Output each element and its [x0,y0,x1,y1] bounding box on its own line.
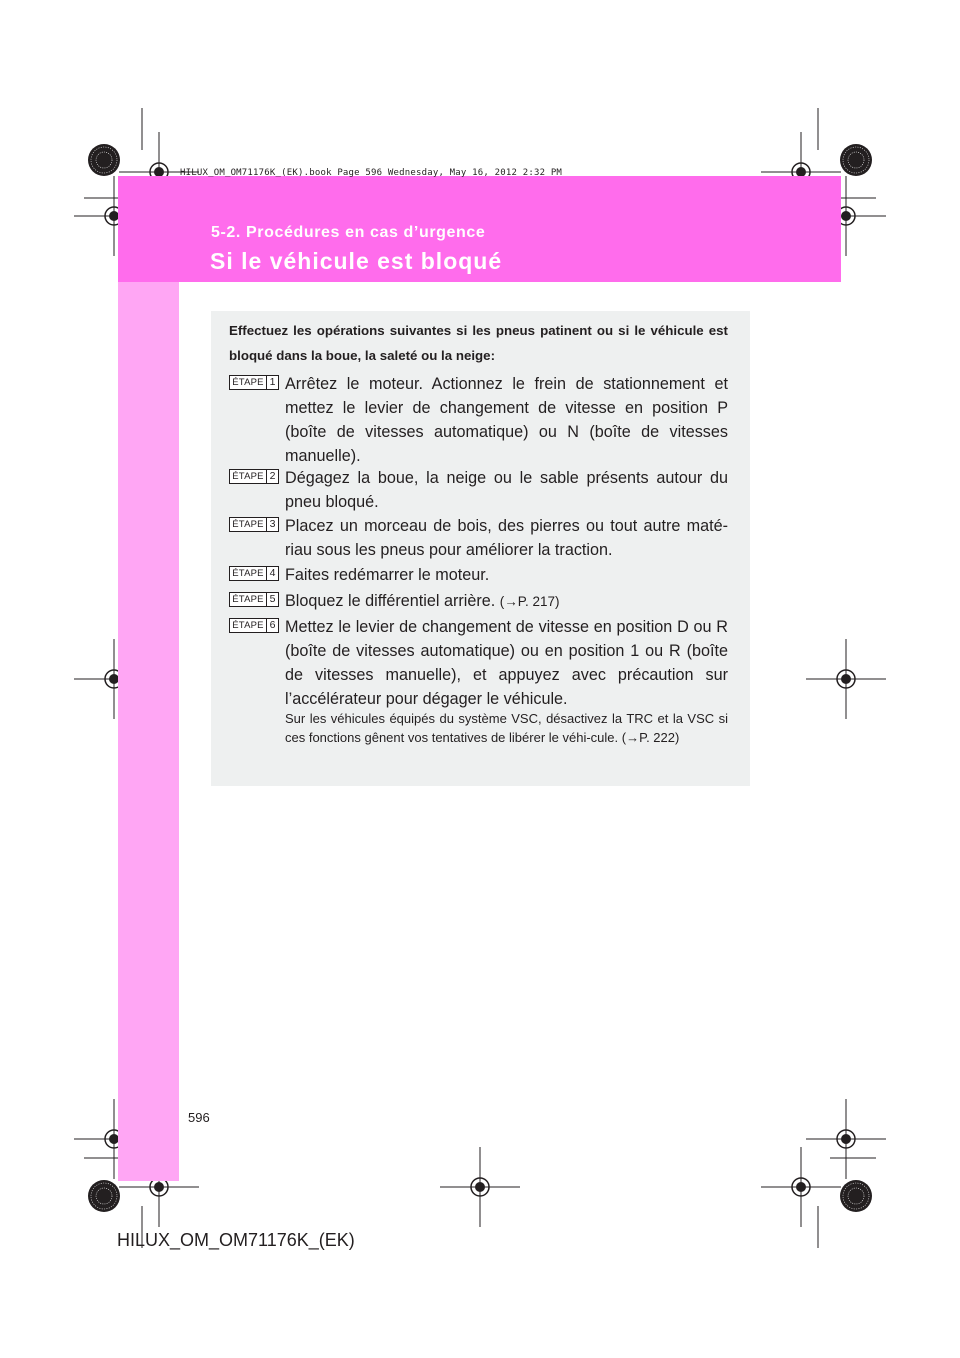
note-text: Sur les véhicules équipés du système VSC, désactivez la TRC et la VSC si ces fonctions gênent vos tentatives de libérer le véhi-cule. (→P. 222) [285,711,728,745]
page-number: 596 [188,1110,210,1125]
step-number: 3 [266,518,278,531]
step-text: Placez un morceau de bois, des pierres ou tout autre maté-riau sous les pneus pour améliorer la traction. [285,517,728,559]
side-tab-band [118,176,179,1181]
step-text: Mettez le levier de changement de vitesse en position D ou R (boîte de vitesses automatique) ou en position 1 ou R (boîte de vitesses manuelle), et appuyez avec précaution sur l’accélérateur pour dégager le véhicule. [285,618,728,708]
step-word: ÉTAPE [230,470,266,483]
step-3 [229,514,728,562]
step-badge [229,469,279,484]
step-text: Arrêtez le moteur. Actionnez le frein de stationnement et mettez le levier de changement de vitesse en position P (boîte de vitesses automatique) ou N (boîte de vitesses manuelle). [285,375,728,465]
step-word: ÉTAPE [230,593,266,606]
step-text: Dégagez la boue, la neige ou le sable présents autour du pneu bloqué. [285,469,728,511]
step-word: ÉTAPE [230,518,266,531]
step-5 [229,589,728,614]
step-text [285,589,728,614]
step-badge [229,618,279,633]
step-badge [229,375,279,390]
step-4 [229,563,728,587]
step-text-body: Bloquez le différentiel arrière. [285,592,496,610]
step-number: 1 [266,376,278,389]
step-number: 6 [266,619,278,632]
registration-starburst-icon [88,1180,120,1212]
book-info: HILUX_OM_OM71176K_(EK).book Page 596 Wednesday, May 16, 2012 2:32 PM [180,168,563,178]
step-text: Faites redémarrer le moteur. [285,566,490,584]
registration-starburst-icon [88,144,120,176]
registration-starburst-icon [840,144,872,176]
step-number: 2 [266,470,278,483]
step-6 [229,615,728,711]
section-title: 5-2. Procédures en cas d’urgence [211,224,486,241]
step-badge [229,517,279,532]
step-badge [229,566,279,581]
document-id: HILUX_OM_OM71176K_(EK) [117,1230,355,1250]
page-reference-link[interactable]: (→P. 217) [499,594,560,609]
step-word: ÉTAPE [230,376,266,389]
page-title: Si le véhicule est bloqué [210,248,503,274]
registration-starburst-icon [840,1180,872,1212]
step-word: ÉTAPE [230,567,266,580]
intro-text: Effectuez les opérations suivantes si les pneus patinent ou si le véhicule est bloqué dans la boue, la saleté ou la neige: [229,323,728,363]
step-badge [229,592,279,607]
step-word: ÉTAPE [230,619,266,632]
step-number: 4 [266,567,278,580]
step-1 [229,372,728,468]
step-number: 5 [266,593,278,606]
step-2 [229,466,728,514]
